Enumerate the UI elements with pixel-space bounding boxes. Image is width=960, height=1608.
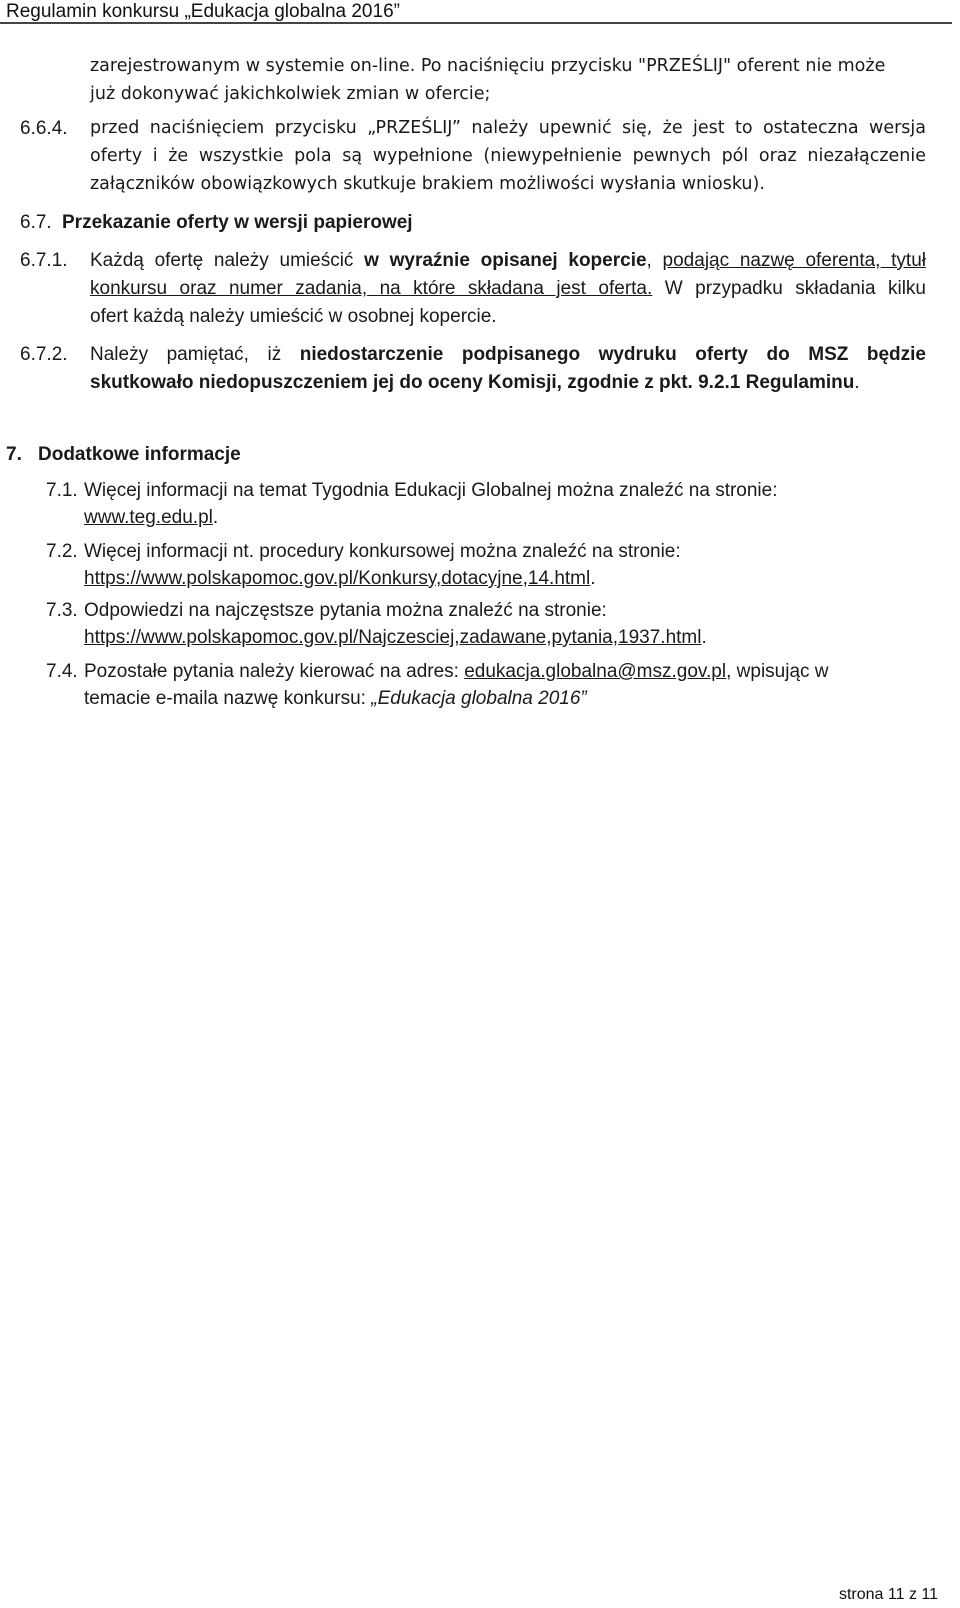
teg-website-link[interactable]: www.teg.edu.pl: [84, 507, 213, 528]
item-number-6-6-4: 6.6.4.: [20, 118, 68, 139]
underlined-text: podając nazwę oferenta, tytuł: [662, 250, 927, 271]
emphasis-text: niedostarczenie podpisanego wydruku oferty do MSZ będzie: [299, 344, 926, 365]
text-segment: .: [854, 372, 860, 393]
text-segment: .: [212, 507, 219, 528]
contest-name: „Edukacja globalna 2016”: [371, 688, 587, 709]
section-number-6-7: 6.7.: [20, 212, 52, 233]
item-number-7-2: 7.2.: [46, 541, 78, 562]
text-segment: W przypadku składania kilku: [652, 278, 926, 299]
page-header: Regulamin konkursu „Edukacja globalna 2016”: [0, 0, 952, 24]
item-7-4-line-2: [84, 688, 587, 710]
konkursy-link[interactable]: https://www.polskapomoc.gov.pl/Konkursy,dotacyjne,14.html: [84, 568, 591, 589]
text-segment: temacie e-maila nazwę konkursu:: [84, 688, 372, 709]
paragraph-6-7-2-line-2: [90, 372, 860, 394]
paragraph-6-6-4-line-3: załączników obowiązkowych skutkuje brakiem możliwości wysłania wniosku).: [90, 174, 765, 194]
section-number-7: 7.: [6, 444, 22, 465]
page-number: strona 11 z 11: [838, 1586, 938, 1603]
text-segment: Każdą ofertę należy umieścić: [90, 250, 365, 271]
section-title-7: Dodatkowe informacje: [38, 444, 241, 465]
email-link[interactable]: edukacja.globalna@msz.gov.pl: [464, 661, 727, 682]
item-7-2-link-line: [84, 568, 596, 590]
section-title-6-7: Przekazanie oferty w wersji papierowej: [62, 212, 413, 233]
faq-link[interactable]: https://www.polskapomoc.gov.pl/Najczesciej,zadawane,pytania,1937.html: [84, 627, 702, 648]
item-number-7-3: 7.3.: [46, 600, 78, 621]
emphasis-text: skutkowało niedopuszczeniem jej do oceny Komisji, zgodnie z pkt. 9.2.1 Regulaminu: [90, 372, 855, 393]
paragraph-6-7-2-line-1: [90, 344, 926, 366]
text-segment: , wpisując w: [726, 661, 829, 682]
item-number-7-4: 7.4.: [46, 661, 78, 682]
item-7-1-link-line: [84, 507, 218, 529]
text-segment: Pozostałe pytania należy kierować na adres:: [84, 661, 465, 682]
text-segment: Należy pamiętać, iż: [90, 344, 300, 365]
paragraph-6-6-3-line-2: już dokonywać jakichkolwiek zmian w ofercie;: [90, 84, 491, 104]
paragraph-6-6-3-line-1: zarejestrowanym w systemie on-line. Po naciśnięciu przycisku "PRZEŚLIJ" oferent nie może: [90, 56, 886, 76]
paragraph-6-7-1-line-3: ofert każdą należy umieścić w osobnej kopercie.: [90, 306, 497, 327]
paragraph-6-6-4-line-2: oferty i że wszystkie pola są wypełnione (niewypełnienie pewnych pól oraz niezałączenie: [90, 146, 926, 166]
paragraph-6-7-1-line-1: [90, 250, 926, 272]
item-7-3-link-line: [84, 627, 707, 649]
item-number-6-7-2: 6.7.2.: [20, 344, 68, 365]
item-7-4-line-1: [84, 661, 829, 683]
paragraph-6-6-4-line-1: przed naciśnięciem przycisku „PRZEŚLIJ” należy upewnić się, że jest to ostateczna wersja: [90, 118, 926, 138]
item-number-7-1: 7.1.: [46, 480, 78, 501]
item-7-2-text: Więcej informacji nt. procedury konkursowej można znaleźć na stronie:: [84, 541, 681, 562]
emphasis-envelope: w wyraźnie opisanej kopercie: [364, 250, 647, 271]
item-7-1-text: Więcej informacji na temat Tygodnia Edukacji Globalnej można znaleźć na stronie:: [84, 480, 778, 501]
text-segment: ,: [646, 250, 663, 271]
text-segment: .: [701, 627, 707, 648]
underlined-text: konkursu oraz numer zadania, na które składana jest oferta.: [90, 278, 653, 299]
item-7-3-text: Odpowiedzi na najczęstsze pytania można znaleźć na stronie:: [84, 600, 607, 621]
text-segment: .: [590, 568, 596, 589]
paragraph-6-7-1-line-2: [90, 278, 926, 300]
item-number-6-7-1: 6.7.1.: [20, 250, 68, 271]
